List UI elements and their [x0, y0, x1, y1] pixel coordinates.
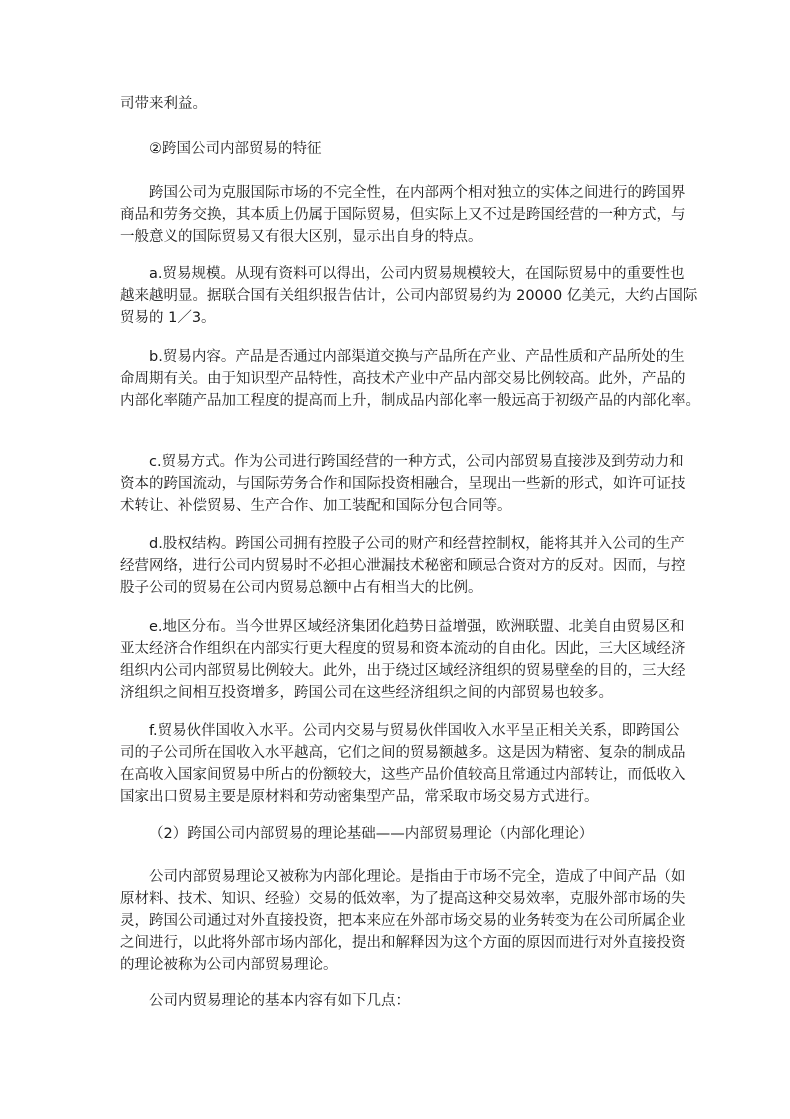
- paragraph-trade-scale: [120, 263, 698, 329]
- text-line: 组织内公司内部贸易比例较大。此外，出于绕过区域经济组织的贸易壁垒的目的，三大经: [120, 663, 686, 679]
- text-line: a.贸易规模。从现有资料可以得出，公司内贸易规模较大，在国际贸易中的重要性也: [149, 266, 685, 282]
- text-line: 原材料、技术、知识、经验）交易的低效率，为了提高这种交易效率，克服外部市场的失: [120, 891, 686, 907]
- text-line: 国家出口贸易主要是原材料和劳动密集型产品，常采取市场交易方式进行。: [120, 789, 599, 805]
- text-line: （2）跨国公司内部贸易的理论基础——内部贸易理论（内部化理论）: [149, 826, 594, 842]
- paragraph-theory-points-intro: [120, 990, 680, 1012]
- section-heading-features: [120, 138, 680, 160]
- text-line: f.贸易伙伴国收入水平。公司内交易与贸易伙伴国收入水平呈正相关关系，即跨国公: [149, 723, 680, 739]
- text-line: 的理论被称为公司内部贸易理论。: [120, 957, 338, 973]
- section-heading-theory: [120, 823, 680, 845]
- paragraph-regional-distribution: [120, 616, 686, 704]
- text-line: 资本的跨国流动，与国际劳务合作和国际投资相融合，呈现出一些新的形式，如许可证技: [120, 476, 686, 492]
- text-line: 经营网络，进行公司内贸易时不必担心泄漏技术秘密和顾忌合资对方的反对。因而，与控: [120, 558, 686, 574]
- text-line: 司带来利益。: [120, 96, 207, 112]
- text-line: 之间进行，以此将外部市场内部化，提出和解释因为这个方面的原因而进行对外直接投资: [120, 935, 686, 951]
- text-line: ②跨国公司内部贸易的特征: [149, 141, 322, 157]
- text-line: 贸易的 1／3。: [120, 310, 216, 326]
- text-line: 公司内贸易理论的基本内容有如下几点：: [149, 993, 410, 1009]
- text-line: 跨国公司为克服国际市场的不完全性，在内部两个相对独立的实体之间进行的跨国界: [149, 185, 686, 201]
- paragraph-partner-income: [120, 720, 686, 808]
- text-line: 术转让、补偿贸易、生产合作、加工装配和国际分包合同等。: [120, 498, 512, 514]
- paragraph-continuation: [120, 93, 680, 115]
- text-line: 商品和劳务交换，其本质上仍属于国际贸易，但实际上又不过是跨国经营的一种方式，与: [120, 207, 686, 223]
- text-line: 亚太经济合作组织在内部实行更大程度的贸易和资本流动的自由化。因此，三大区域经济: [120, 641, 686, 657]
- paragraph-trade-method: [120, 451, 686, 517]
- paragraph-trade-content: [120, 346, 700, 412]
- text-line: e.地区分布。当今世界区域经济集团化趋势日益增强，欧洲联盟、北美自由贸易区和: [149, 619, 685, 635]
- paragraph-intro: [120, 182, 686, 248]
- text-line: 股子公司的贸易在公司内贸易总额中占有相当大的比例。: [120, 580, 483, 596]
- paragraph-equity-structure: [120, 533, 686, 599]
- paragraph-theory-definition: [120, 866, 686, 976]
- text-line: b.贸易内容。产品是否通过内部渠道交换与产品所在产业、产品性质和产品所处的生: [149, 349, 685, 365]
- text-line: 一般意义的国际贸易又有很大区别，显示出自身的特点。: [120, 229, 483, 245]
- text-line: 在高收入国家间贸易中所占的份额较大，这些产品价值较高且常通过内部转让，而低收入: [120, 767, 686, 783]
- text-line: 公司内部贸易理论又被称为内部化理论。是指由于市场不完全，造成了中间产品（如: [149, 869, 686, 885]
- text-line: c.贸易方式。作为公司进行跨国经营的一种方式，公司内部贸易直接涉及到劳动力和: [149, 454, 684, 470]
- text-line: 越来越明显。据联合国有关组织报告估计，公司内部贸易约为 20000 亿美元，大约占国际: [120, 288, 698, 304]
- text-line: 内部化率随产品加工程度的提高而上升，制成品内部化率一般远高于初级产品的内部化率。: [120, 393, 700, 409]
- text-line: 命周期有关。由于知识型产品特性，高技术产业中产品内部交易比例较高。此外，产品的: [120, 371, 686, 387]
- text-line: d.股权结构。跨国公司拥有控股子公司的财产和经营控制权，能将其并入公司的生产: [149, 536, 685, 552]
- text-line: 济组织之间相互投资增多，跨国公司在这些经济组织之间的内部贸易也较多。: [120, 685, 613, 701]
- text-line: 灵，跨国公司通过对外直接投资，把本来应在外部市场交易的业务转变为在公司所属企业: [120, 913, 686, 929]
- text-line: 司的子公司所在国收入水平越高，它们之间的贸易额越多。这是因为精密、复杂的制成品: [120, 745, 686, 761]
